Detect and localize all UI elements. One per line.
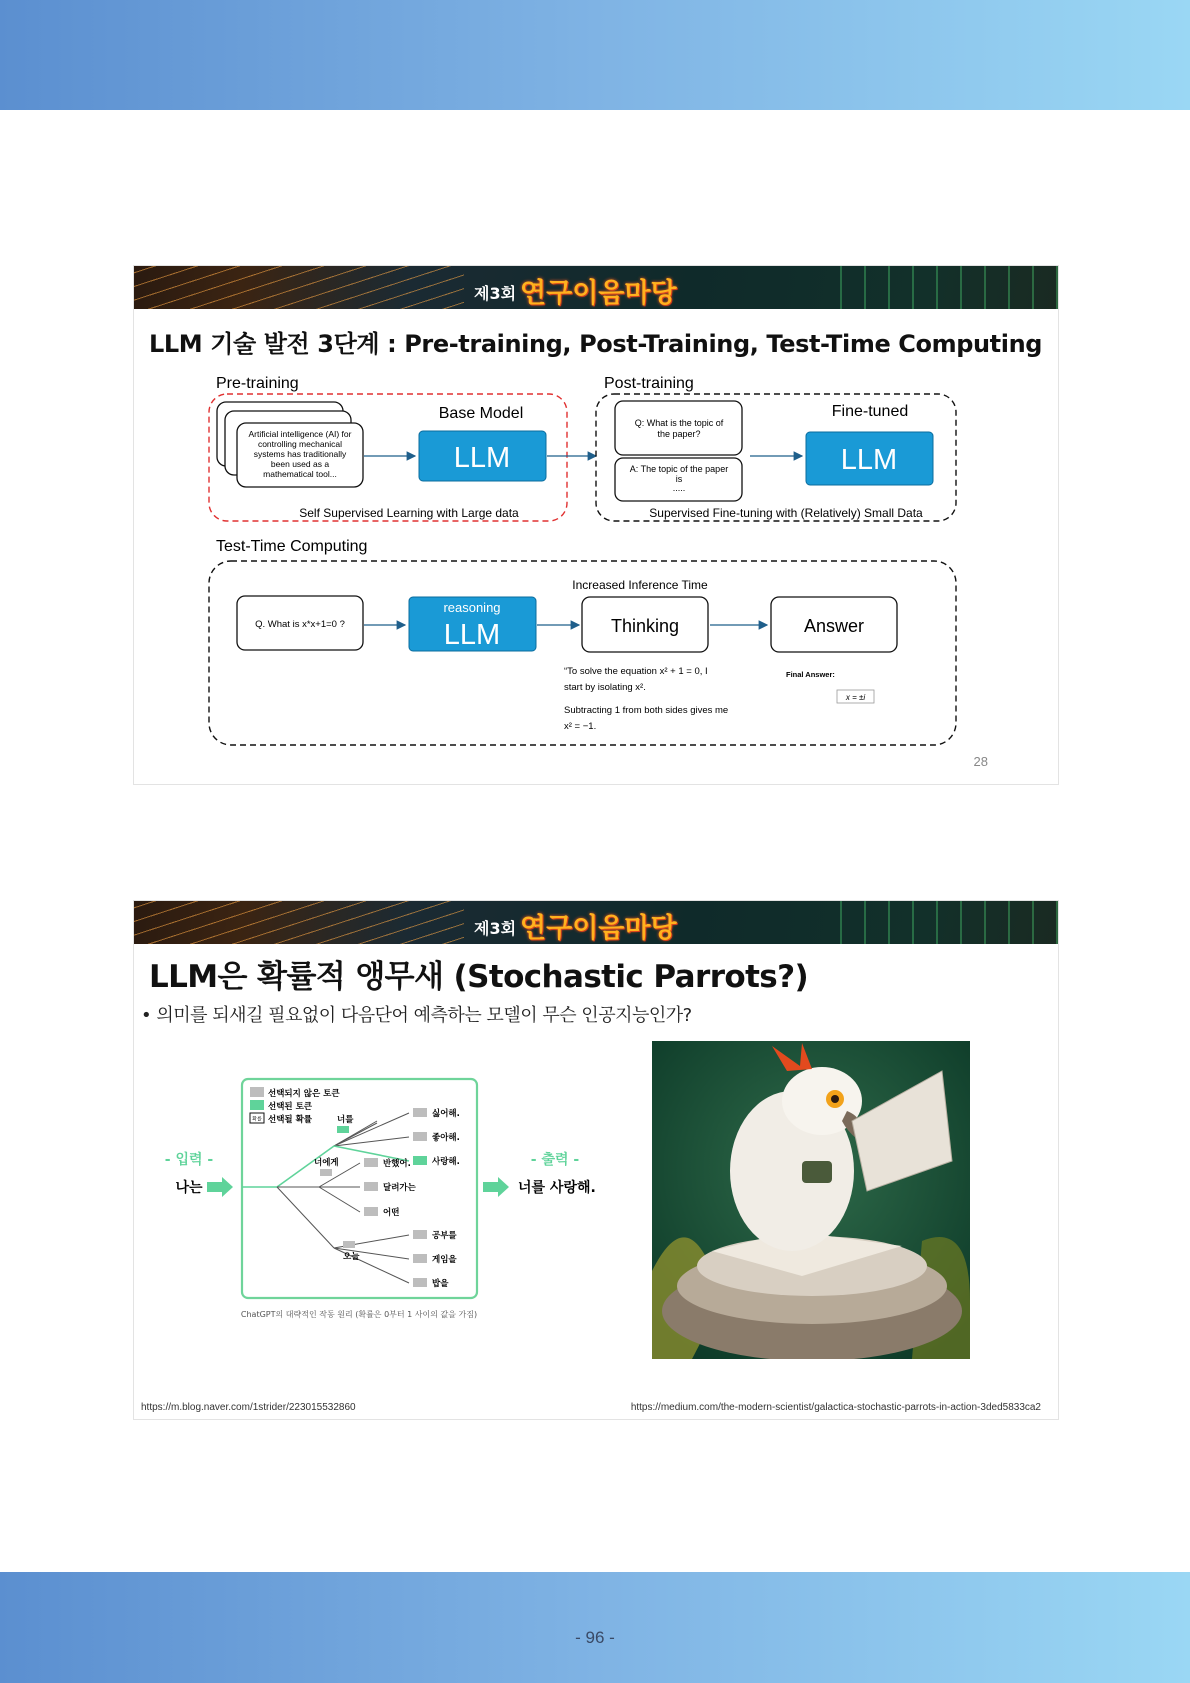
token-saranghae: 사랑해. — [432, 1157, 460, 1167]
token-neoege: 너에게 — [314, 1158, 339, 1168]
pretraining-caption: Self Supervised Learning with Large data — [299, 506, 519, 520]
answer-text-3: ..... — [672, 483, 686, 493]
input-label: - 입력 - — [164, 1152, 214, 1168]
source-url-right: https://medium.com/the-modern-scientist/galactica-stochastic-parrots-in-action-3ded5833ca2 — [630, 1402, 1041, 1413]
legend-probability: 선택될 확률 — [268, 1115, 313, 1125]
posttraining-caption: Supervised Fine-tuning with (Relatively) Small Data — [649, 506, 923, 520]
base-model-label: Base Model — [438, 405, 524, 422]
legend-swatch-selected — [250, 1100, 264, 1110]
top-header-band — [0, 0, 1190, 110]
banner-title — [474, 271, 677, 309]
token-sireohae: 싫어해. — [432, 1109, 460, 1119]
slide-number: 28 — [973, 754, 988, 769]
reasoning-label: reasoning — [443, 600, 501, 615]
svg-text:systems has traditionally: systems has traditionally — [253, 449, 347, 459]
banner-title — [474, 906, 677, 944]
banner-event-name: 연구이음마당 — [520, 913, 677, 944]
slide-title: LLM 기술 발전 3단계 : Pre-training, Post-Training, Test-Time Computing — [149, 330, 1043, 358]
testtime-label: Test-Time Computing — [216, 538, 368, 555]
page-number: - 96 - — [575, 1628, 615, 1647]
posttraining-label: Post-training — [604, 375, 694, 392]
thinking-text: Thinking — [610, 616, 680, 636]
inference-time-label: Increased Inference Time — [572, 578, 708, 592]
thought-line-3: Subtracting 1 from both sides gives me — [564, 705, 729, 716]
source-url-left: https://m.blog.naver.com/1strider/223015532860 — [141, 1402, 356, 1413]
diagram-caption: ChatGPT의 대략적인 작동 원리 (확률은 0부터 1 사이의 값을 가짐) — [240, 1310, 478, 1319]
fine-tuned-llm-text: LLM — [840, 444, 898, 476]
answer-text: Answer — [803, 616, 865, 636]
answer-text-1: A: The topic of the paper — [629, 464, 729, 474]
token-neoreul: 너를 — [337, 1115, 354, 1125]
fine-tuned-label: Fine-tuned — [831, 403, 909, 420]
svg-text:Artificial intelligence (AI) f: Artificial intelligence (AI) for — [248, 429, 352, 439]
math-question-text: Q. What is x*x+1=0 ? — [255, 619, 345, 630]
input-word: 나는 — [175, 1180, 203, 1196]
token-geimeul: 게임을 — [432, 1255, 457, 1265]
banner-edition: 제3회 — [474, 919, 517, 938]
banner-event-name: 연구이음마당 — [520, 278, 677, 309]
answer-text-2: is — [675, 474, 683, 484]
base-llm-text: LLM — [453, 442, 511, 474]
output-phrase: 너를 사랑해. — [518, 1180, 596, 1196]
token-banhaesseo: 반했어. — [383, 1159, 411, 1169]
thinking-trace — [564, 666, 728, 732]
legend-selected: 선택된 토큰 — [268, 1102, 313, 1112]
slide-llm-stages — [133, 265, 1059, 785]
thought-line-4: x² = −1. — [564, 721, 597, 732]
output-arrow-icon — [483, 1177, 509, 1197]
output-label: - 출력 - — [530, 1152, 580, 1168]
bullet-question: • 의미를 되새길 필요없이 다음단어 예측하는 모델이 무슨 인공지능인가? — [141, 1005, 692, 1026]
svg-text:mathematical tool...: mathematical tool... — [263, 469, 337, 479]
document-text — [249, 429, 352, 479]
banner-edition: 제3회 — [474, 284, 517, 303]
final-answer-value: x = ±i — [845, 693, 866, 702]
slide-title: LLM은 확률적 앵무새 (Stochastic Parrots?) — [149, 959, 809, 995]
thought-line-1: “To solve the equation x² + 1 = 0, I — [564, 666, 708, 677]
question-card — [615, 401, 742, 455]
slide-stochastic-parrots — [133, 900, 1059, 1420]
svg-text:been used as a: been used as a — [270, 459, 330, 469]
token-joahae: 좋아해. — [432, 1133, 460, 1143]
legend-unselected: 선택되지 않은 토큰 — [268, 1089, 340, 1099]
thought-line-2: start by isolating x². — [564, 682, 646, 693]
question-text-2: the paper? — [657, 429, 701, 439]
reasoning-llm-text: LLM — [443, 619, 501, 651]
token-eotteon: 어떤 — [383, 1208, 400, 1218]
token-oneul: 오늘 — [343, 1252, 360, 1262]
legend-swatch-unselected — [250, 1087, 264, 1097]
legend-probability-tag: 확률 — [252, 1116, 262, 1123]
pretraining-label: Pre-training — [216, 375, 299, 392]
token-bapeul: 밥을 — [432, 1279, 449, 1289]
llm-stages-diagram — [134, 266, 1058, 784]
input-arrow-icon — [207, 1177, 233, 1197]
svg-text:controlling mechanical: controlling mechanical — [257, 439, 343, 449]
question-text-1: Q: What is the topic of — [634, 418, 724, 428]
parrot-illustration — [652, 1041, 970, 1359]
final-answer-label: Final Answer: — [786, 670, 835, 679]
token-gongbureul: 공부를 — [432, 1231, 457, 1241]
token-dallyeoganeun: 달려가는 — [383, 1183, 416, 1193]
